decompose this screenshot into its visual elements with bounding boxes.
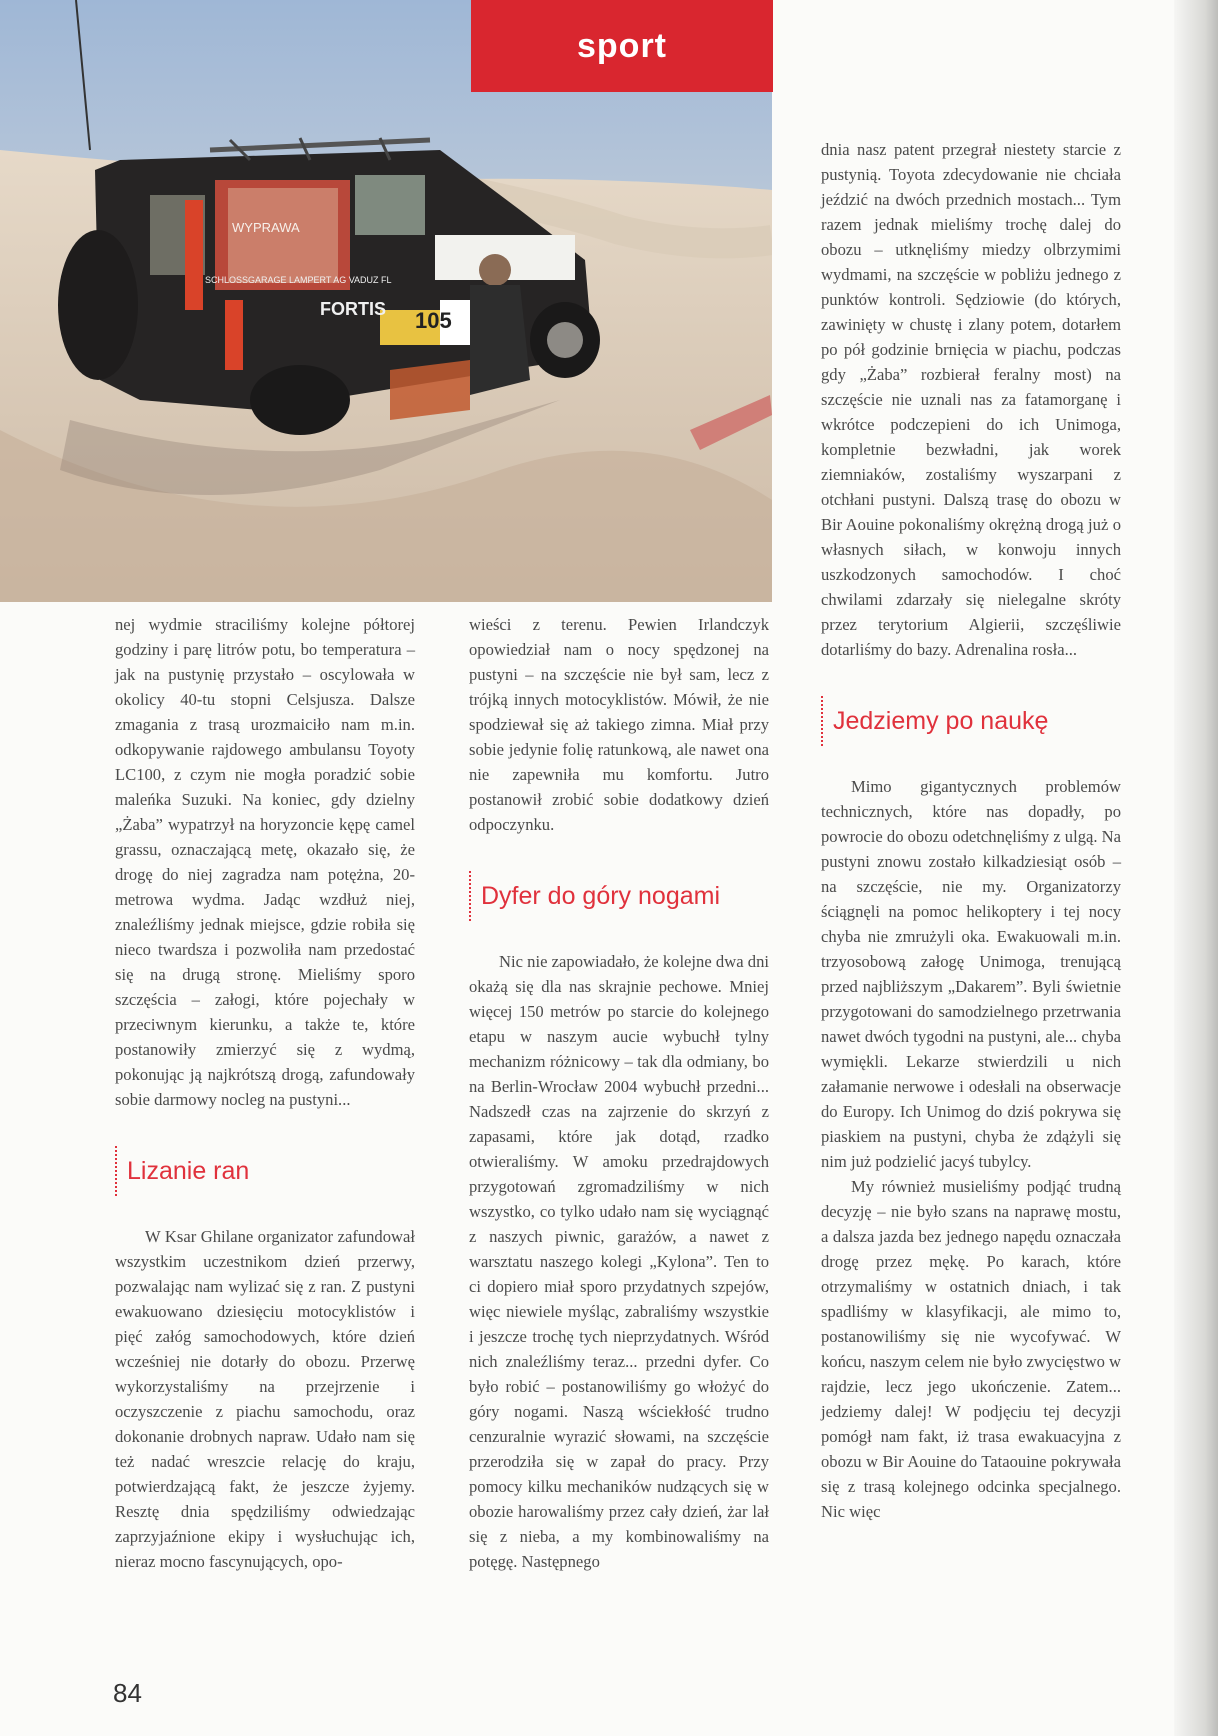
truck-sponsor-fortis: FORTIS bbox=[320, 299, 386, 319]
page-edge-shadow bbox=[1174, 0, 1218, 1736]
column-1 bbox=[115, 612, 415, 1574]
column-3 bbox=[821, 137, 1121, 1524]
column-1-paragraph-1: nej wydmie straciliśmy kolejne półtorej godziny i parę litrów potu, bo temperatura – jak na pustynię przystało – oscylowała w okolicy 40-tu stopni Celsjusza. Dalsze zmagania z trasą urozmaiciło nam m.in. odkopywanie rajdowego ambulansu Toyoty LC100, z czym nie mogła poradzić sobie maleńka Suzuki. Na koniec, gdy dzielny „Żaba” wypatrzył na horyzoncie kępę camel grassu, oznaczającą metę, okazało się, że drogę do niej zagradza nam potężna, 20-metrowa wydma. Jadąc wzdłuż niej, znaleźliśmy jednak miejsce, gdzie robiła się nieco twardsza i pozwoliła nam przedostać się na drugą stronę. Mieliśmy sporo szczęścia – załogi, które pojechały w przeciwnym kierunku, a także te, które postanowiły zmierzyć się z wydmą, pokonując ją najkrótszą drogą, zafundowały sobie darmowy nocleg na pustyni... bbox=[115, 615, 415, 1109]
page-number: 84 bbox=[113, 1678, 142, 1708]
column-3-paragraph-2: Mimo gigantycznych problemów technicznych, które nas dopadły, po powrocie do obozu odetchnęliśmy z ulgą. Na pustyni znowu zostało kilkadziesiąt osób – na szczęście, nie my. Organizatorzy ściągnęli na pomoc helikoptery i tej nocy chyba nie zmrużyli oka. Ewakuowali m.in. trzyosobową załogę Unimoga, trenującą przed najbliższym „Dakarem”. Byli świetnie przygotowani do samodzielnego przetrwania nawet dwóch tygodni na pustyni, ale... chyba wymiękli. Lekarze stwierdzili u nich załamanie nerwowe i odesłali na obserwacje do Europy. Ich Unimog do dziś pokrywa się piaskiem na pustyni, chyba że zdążyli się nim już podzielić jacyś tubylcy. bbox=[821, 777, 1121, 1171]
section-tag: sport bbox=[471, 0, 773, 92]
heading-dyfer-do-gory-nogami: Dyfer do góry nogami bbox=[469, 871, 769, 921]
column-2 bbox=[469, 612, 769, 1574]
column-3-paragraph-1: dnia nasz patent przegrał niestety starcie z pustynią. Toyota zdecydowanie nie chciała jeździć na dwóch przednich mostach... Tym razem jednak mieliśmy trochę dalej do obozu – utknęliśmy miedzy olbrzymimi wydmami, na szczęście w pobliżu jednego z punktów kontroli. Sędziowie (do których, zawinięty w chustę i zlany potem, dotarłem po pół godzinie brnięcia w piachu, podczas gdy „Żaba” rozbierał feralny most) na szczęście nie uznali nas za fatamorganę i wkrótce podczepieni do ich Unimoga, kompletnie bezwładni, jak worek ziemniaków, zostaliśmy wyszarpani z otchłani pustyni. Dalszą trasę do obozu w Bir Aouine pokonaliśmy okrężną drogą już o własnych siłach, w konwoju innych uszkodzonych samochodów. I choć chwilami zdarzały się nielegalne skróty przez terytorium Algierii, szczęśliwie dotarliśmy do bazy. Adrenalina rosła... bbox=[821, 140, 1121, 659]
column-2-paragraph-1: wieści z terenu. Pewien Irlandczyk opowiedział nam o nocy spędzonej na pustyni – na szczęście nie był sam, lecz z trójką innych motocyklistów. Mówił, że nie spodziewał się aż takiego zimna. Miał przy sobie jedynie folię ratunkową, ale nawet ona nie zapewniła mu komfortu. Jutro postanowił zrobić sobie dodatkowy dzień odpoczynku. bbox=[469, 615, 769, 834]
truck-sponsor-text: SCHLOSSGARAGE LAMPERT AG VADUZ FL bbox=[205, 275, 392, 285]
truck-number: 105 bbox=[415, 308, 452, 333]
column-2-paragraph-2: Nic nie zapowiadało, że kolejne dwa dni okażą się dla nas skrajnie pechowe. Mniej więcej 150 metrów po starcie do kolejnego etapu w naszym aucie wybuchł tylny mechanizm różnicowy – tak dla odmiany, bo na Berlin-Wrocław 2004 wybuchł przedni... Nadszedł czas na zajrzenie do skrzyń z zapasami, które jak dotąd, rzadko otwieraliśmy. W amoku przedrajdowych przygotowań zgromadziliśmy w nich wszystko, co tylko udało nam się wyciągnąć z naszych piwnic, garażów, a nawet z warsztatu naszego kolegi „Kylona”. Ten to ci dopiero miał sporo przydatnych szpejów, więc niewiele myśląc, zabraliśmy wszystkie i jeszcze trochę tych nieprzydatnych. Wśród nich znaleźliśmy teraz... przedni dyfer. Co było robić – postanowiliśmy go włożyć do góry nogami. Naszą wściekłość trudno cenzuralnie wyrazić słowami, na szczęście przerodziła się w zapał do pracy. Przy pomocy kilku mechaników nudzących się w obozie harowaliśmy przez cały dzień, żar lał się z nieba, a my kombinowaliśmy na potęgę. Następnego bbox=[469, 952, 769, 1571]
truck-logo-text: WYPRAWA bbox=[232, 220, 300, 235]
heading-jedziemy-po-nauke: Jedziemy po naukę bbox=[821, 696, 1121, 746]
heading-lizanie-ran: Lizanie ran bbox=[115, 1146, 415, 1196]
column-3-paragraph-3: My również musieliśmy podjąć trudną decyzję – nie było szans na naprawę mostu, a dalsza jazda bez jednego napędu oznaczała drogę przez mękę. Po karach, które otrzymaliśmy w ostatnich dniach, i tak spadliśmy w klasyfikacji, ale mimo to, postanowiliśmy się nie wycofywać. W końcu, naszym celem nie było zwycięstwo w rajdzie, lecz jego ukończenie. Zatem... jedziemy dalej! W podjęciu tej decyzji pomógł nam fakt, iż trasa ewakuacyjna z obozu w Bir Aouine do Tataouine pokrywała się z trasą kolejnego odcinka specjalnego. Nic więc bbox=[821, 1177, 1121, 1521]
column-1-paragraph-2: W Ksar Ghilane organizator zafundował wszystkim uczestnikom dzień przerwy, pozwalając nam wylizać się z ran. Z pustyni ewakuowano dziesięciu motocyklistów i pięć załóg samochodowych, które dzień wcześniej nie dotarły do obozu. Przerwę wykorzystaliśmy na przejrzenie i oczyszczenie z piachu samochodu, oraz dokonanie drobnych napraw. Udało nam się też nadać wreszcie relację do kraju, potwierdzającą fakt, że jeszcze żyjemy. Resztę dnia spędziliśmy odwiedzając zaprzyjaźnione ekipy i wysłuchując ich, nieraz mocno fascynujących, opo- bbox=[115, 1227, 415, 1571]
